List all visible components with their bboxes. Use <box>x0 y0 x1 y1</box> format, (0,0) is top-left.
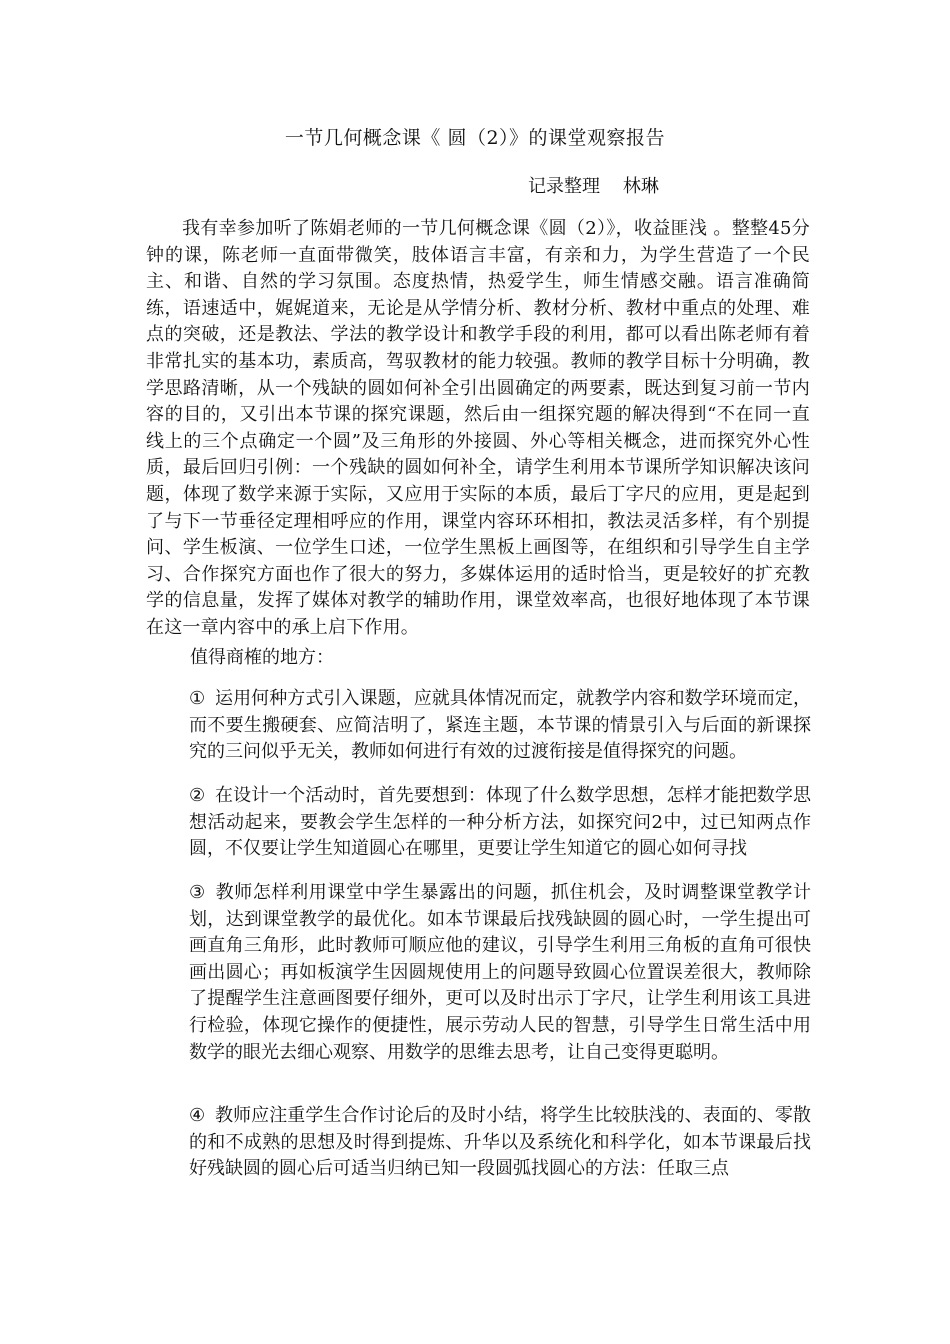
point-marker: ① <box>189 688 206 709</box>
point-marker: ③ <box>189 882 206 903</box>
point-text: 教师应注重学生合作讨论后的及时小结，将学生比较肤浅的、表面的、零散的和不成熟的思想及时得到提炼、升华以及系统化和科学化，如本节课最后找好残缺圆的圆心后可适当归纳已知一段圆弧找圆心的方法：任取三点 <box>189 1105 811 1180</box>
point-text: 教师怎样利用课堂中学生暴露出的问题，抓住机会，及时调整课堂教学计划，达到课堂教学的最优化。如本节课最后找残缺圆的圆心时，一学生提出可画直角三角形，此时教师可顺应他的建议，引导学生利用三角板的直角可很快画出圆心；再如板演学生因圆规使用上的问题导致圆心位置误差很大，教师除了提醒学生注意画图要仔细外，更可以及时出示丁字尺，让学生利用该工具进行检验，体现它操作的便捷性，展示劳动人民的智慧，引导学生日常生活中用数学的眼光去细心观察、用数学的思维去思考，让自己变得更聪明。 <box>189 882 811 1063</box>
byline: 记录整理 林琳 <box>528 176 659 197</box>
document-title: 一节几何概念课《 圆（2）》的课堂观察报告 <box>284 127 666 149</box>
point-marker: ④ <box>189 1105 206 1126</box>
discussion-point-3 <box>189 880 811 1066</box>
point-text: 在设计一个活动时，首先要想到：体现了什么数学思想，怎样才能把数学思想活动起来，要教会学生怎样的一种分析方法，如探究问2中，过已知两点作圆，不仅要让学生知道圆心在哪里，更要让学生知道它的圆心如何寻找 <box>189 785 811 860</box>
discussion-point-1 <box>189 686 811 766</box>
discussion-point-2 <box>189 783 811 863</box>
discussion-point-4 <box>189 1103 811 1183</box>
point-text: 运用何种方式引入课题，应就具体情况而定，就教学内容和数学环境而定，而不要生搬硬套、应简洁明了，紧连主题，本节课的情景引入与后面的新课探究的三问似乎无关，教师如何进行有效的过渡衔接是值得探究的问题。 <box>189 688 811 763</box>
discussion-heading: 值得商榷的地方： <box>190 647 334 668</box>
intro-paragraph: 我有幸参加听了陈娟老师的一节几何概念课《圆（2）》，收益匪浅 。整整45分钟的课，陈老师一直面带微笑，肢体语言丰富，有亲和力，为学生营造了一个民主、和谐、自然的学习氛围。态度热情，热爱学生，师生情感交融。语言准确简练，语速适中，娓娓道来，无论是从学情分析、教材分析、教材中重点的处理、难点的突破，还是教法、学法的教学设计和教学手段的利用，都可以看出陈老师有着非常扎实的基本功，素质高，驾驭教材的能力较强。教师的教学目标十分明确，教学思路清晰，从一个残缺的圆如何补全引出圆确定的两要素，既达到复习前一节内容的目的，又引出本节课的探究课题，然后由一组探究题的解决得到“不在同一直线上的三个点确定一个圆”及三角形的外接圆、外心等相关概念，进而探究外心性质，最后回归引例：一个残缺的圆如何补全，请学生利用本节课所学知识解决该问题，体现了数学来源于实际，又应用于实际的本质，最后丁字尺的应用，更是起到了与下一节垂径定理相呼应的作用，课堂内容环环相扣，教法灵活多样，有个别提问、学生板演、一位学生口述，一位学生黑板上画图等，在组织和引导学生自主学习、合作探究方面也作了很大的努力，多媒体运用的适时恰当，更是较好的扩充教学的信息量，发挥了媒体对教学的辅助作用，课堂效率高，也很好地体现了本节课在这一章内容中的承上启下作用。 <box>146 218 810 638</box>
point-marker: ② <box>189 785 206 806</box>
